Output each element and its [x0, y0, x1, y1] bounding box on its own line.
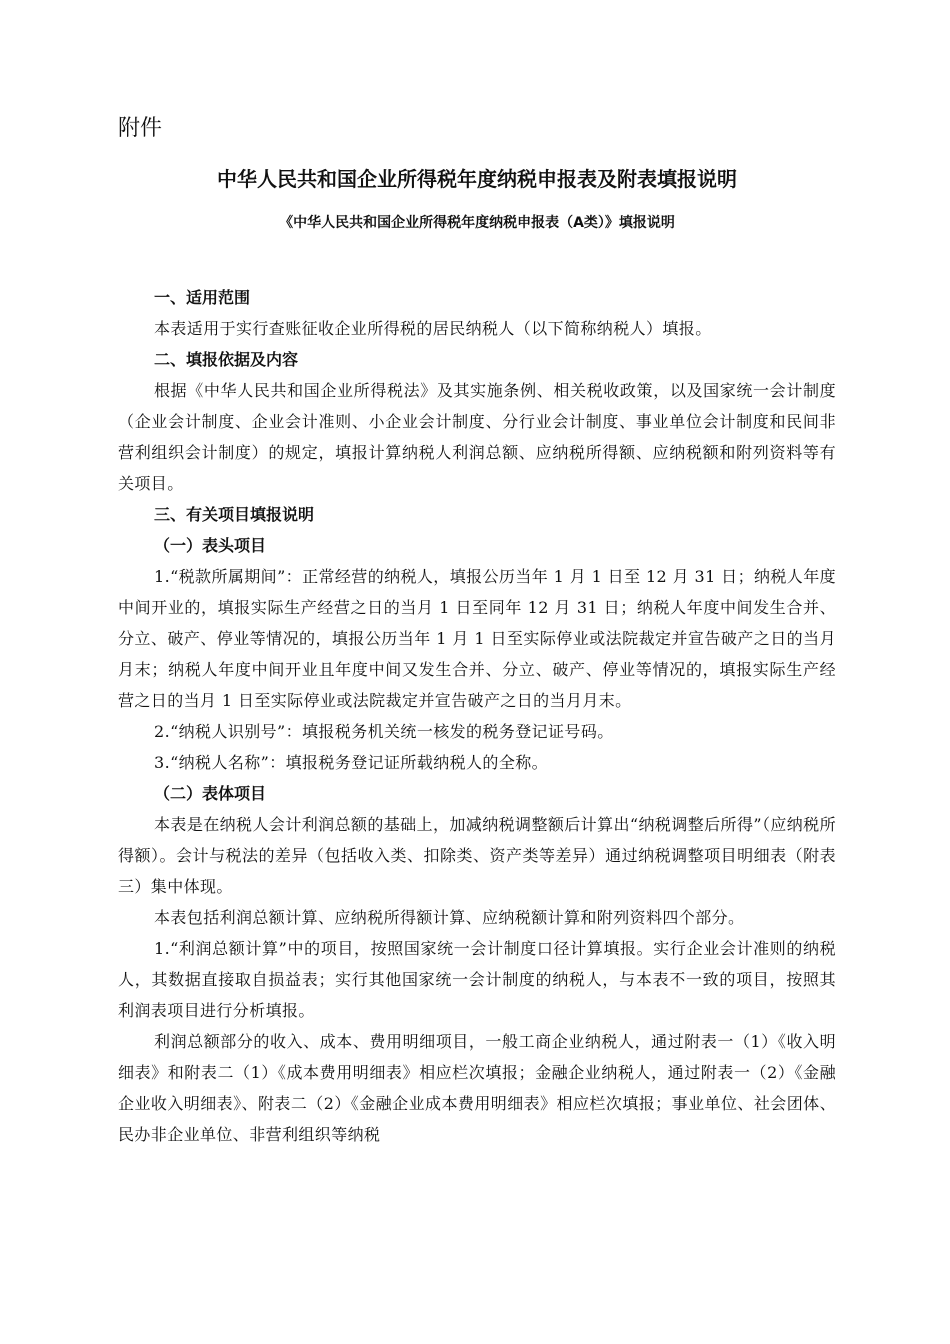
section-heading-scope: 一、适用范围	[154, 288, 251, 307]
document-page	[118, 112, 836, 1150]
paragraph-profit-calculation: 1.“利润总额计算”中的项目，按照国家统一会计制度口径计算填报。实行企业会计准则的纳税人，其数据直接取自损益表；实行其他国家统一会计制度的纳税人，与本表不一致的项目，按照其利润表项目进行分析填报。	[118, 939, 836, 1020]
paragraph-body-overview: 本表是在纳税人会计利润总额的基础上，加减纳税调整额后计算出“纳税调整后所得”（应纳税所得额）。会计与税法的差异（包括收入类、扣除类、资产类等差异）通过纳税调整项目明细表（附表三）集中体现。	[118, 815, 836, 896]
sub-title: 《中华人民共和国企业所得税年度纳税申报表（A类）》填报说明	[279, 215, 675, 231]
paragraph-profit-details: 利润总额部分的收入、成本、费用明细项目，一般工商企业纳税人，通过附表一（1）《收入明细表》和附表二（1）《成本费用明细表》相应栏次填报；金融企业纳税人，通过附表一（2）《金融企业收入明细表》、附表二（2）《金融企业成本费用明细表》相应栏次填报；事业单位、社会团体、民办非企业单位、非营利组织等纳税	[118, 1032, 836, 1144]
paragraph-scope: 本表适用于实行查账征收企业所得税的居民纳税人（以下简称纳税人）填报。	[154, 319, 712, 338]
attachment-label: 附件	[118, 116, 163, 141]
paragraph-taxpayer-name: 3.“纳税人名称”：填报税务登记证所载纳税人的全称。	[154, 753, 549, 772]
main-title: 中华人民共和国企业所得税年度纳税申报表及附表填报说明	[217, 167, 737, 191]
section-heading-items: 三、有关项目填报说明	[154, 505, 315, 524]
paragraph-taxpayer-id: 2.“纳税人识别号”：填报税务机关统一核发的税务登记证号码。	[154, 722, 614, 741]
subsection-heading-header-items: （一）表头项目	[154, 536, 267, 555]
subsection-heading-body-items: （二）表体项目	[154, 784, 267, 803]
paragraph-basis: 根据《中华人民共和国企业所得税法》及其实施条例、相关税收政策，以及国家统一会计制度（企业会计制度、企业会计准则、小企业会计制度、分行业会计制度、事业单位会计制度和民间非营利组织会计制度）的规定，填报计算纳税人利润总额、应纳税所得额、应纳税额和附列资料等有关项目。	[118, 381, 836, 493]
paragraph-tax-period: 1.“税款所属期间”：正常经营的纳税人，填报公历当年 1 月 1 日至 12 月 31 日；纳税人年度中间开业的，填报实际生产经营之日的当月 1 日至同年 12 月 31 日；纳税人年度中间发生合并、分立、破产、停业等情况的，填报公历当年 1 月 1 日至实际停业或法院裁定并宣告破产之日的当月月末；纳税人年度中间开业且年度中间又发生合并、分立、破产、停业等情况的，填报实际生产经营之日的当月 1 日至实际停业或法院裁定并宣告破产之日的当月月末。	[118, 567, 836, 710]
paragraph-four-parts: 本表包括利润总额计算、应纳税所得额计算、应纳税额计算和附列资料四个部分。	[154, 908, 745, 927]
section-heading-basis: 二、填报依据及内容	[154, 350, 299, 369]
